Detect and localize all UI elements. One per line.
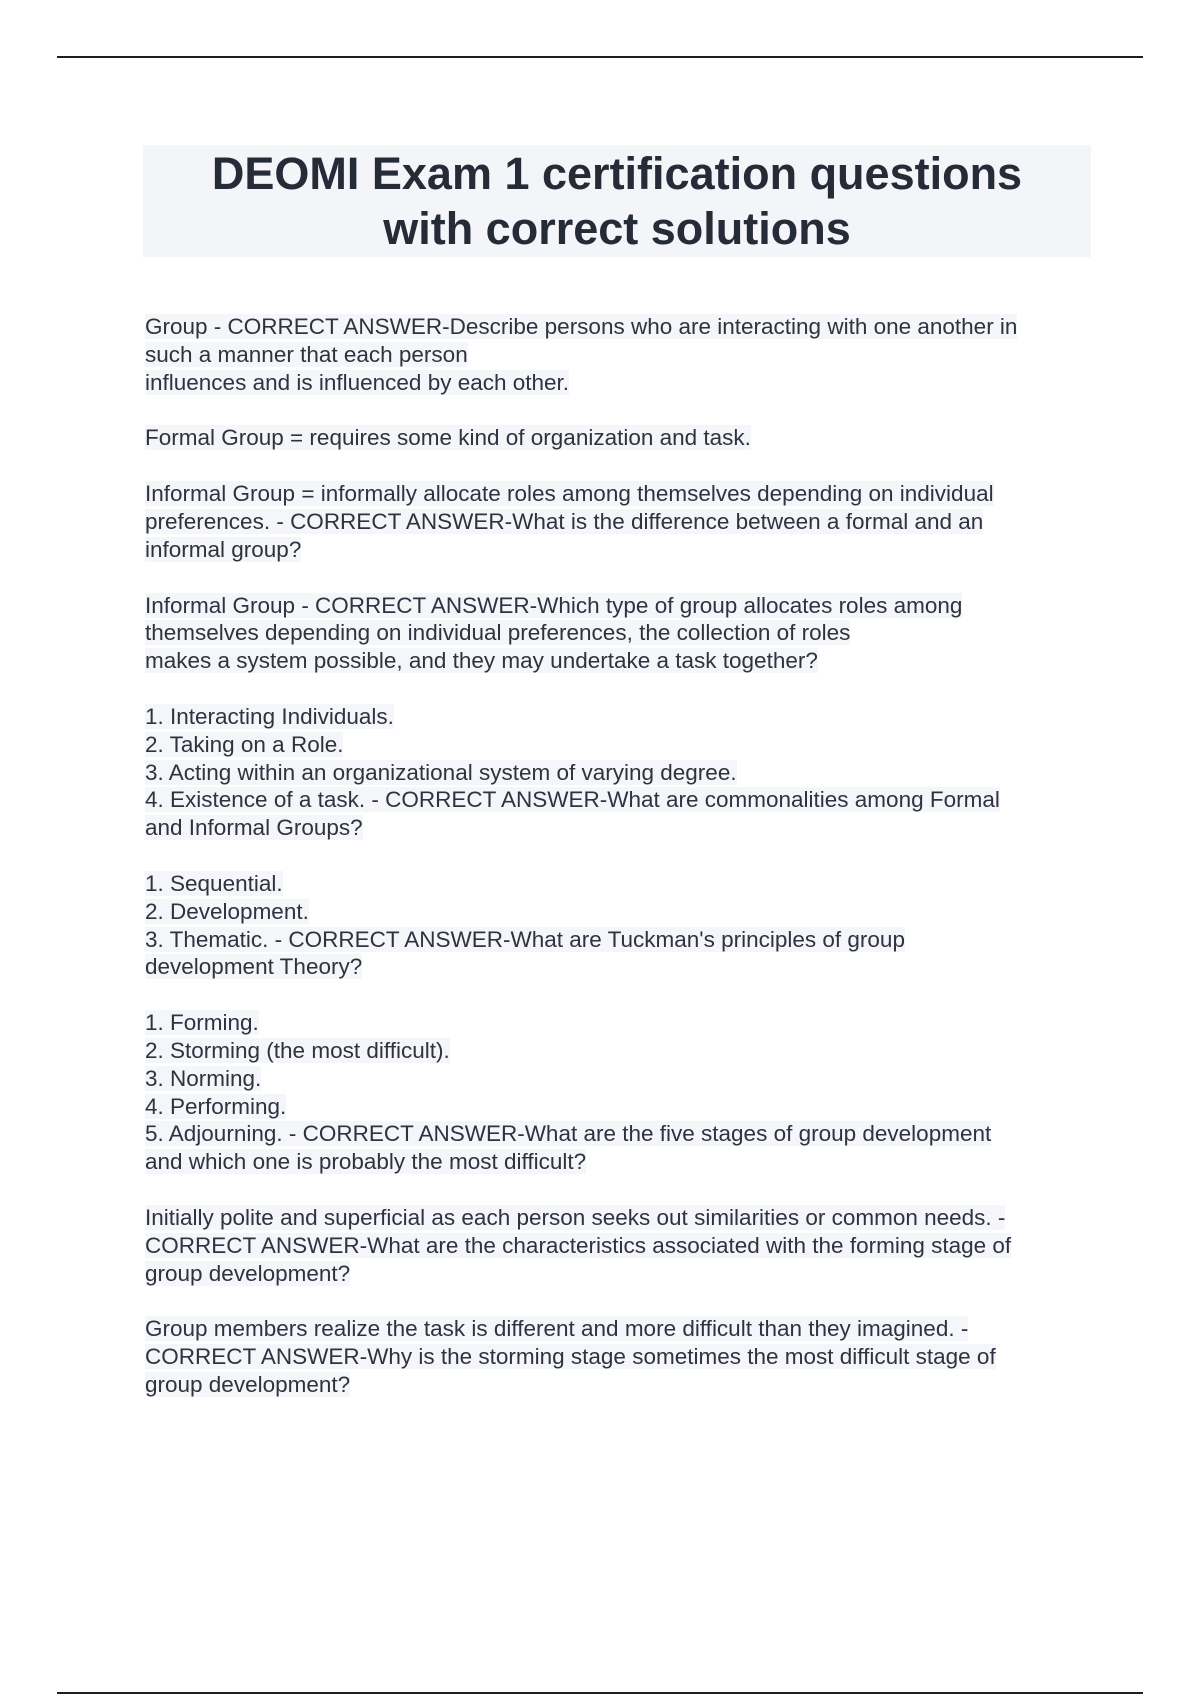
text-line: development Theory? xyxy=(145,954,363,980)
text-line: themselves depending on individual preferences, the collection of roles xyxy=(145,620,851,646)
title-line-1: DEOMI Exam 1 certification questions xyxy=(211,148,1023,199)
text-line: Group - CORRECT ANSWER-Describe persons who are interacting with one another in xyxy=(145,314,1018,339)
list-item: 4. Performing. xyxy=(145,1093,287,1119)
list-item: 1. Forming. xyxy=(145,1010,259,1036)
text-line: preferences. - CORRECT ANSWER-What is the difference between a formal and an xyxy=(145,508,984,534)
text-line: informal group? xyxy=(145,536,302,562)
qa-block-forming-stage xyxy=(145,1204,1090,1287)
top-divider xyxy=(57,56,1143,58)
text-line: and Informal Groups? xyxy=(145,815,363,841)
page-title xyxy=(212,146,1022,256)
qa-block-formal-vs-informal xyxy=(145,480,1090,563)
qa-block-commonalities xyxy=(145,703,1090,842)
text-line: group development? xyxy=(145,1260,351,1286)
list-item: 3. Norming. xyxy=(145,1065,262,1091)
qa-block-tuckman-principles xyxy=(145,870,1090,981)
list-item: 2. Storming (the most difficult). xyxy=(145,1037,450,1063)
text-line: Informal Group - CORRECT ANSWER-Which type of group allocates roles among xyxy=(145,592,963,618)
document-body xyxy=(145,313,1090,1427)
list-item: 2. Taking on a Role. xyxy=(145,731,344,757)
title-line-2: with correct solutions xyxy=(383,203,851,254)
list-item: 1. Sequential. xyxy=(145,870,283,896)
list-item: 2. Development. xyxy=(145,898,309,924)
text-line: CORRECT ANSWER-Why is the storming stage sometimes the most difficult stage of xyxy=(145,1344,996,1370)
text-line: Informal Group = informally allocate roles among themselves depending on individual xyxy=(145,481,994,507)
text-line: group development? xyxy=(145,1371,351,1397)
qa-block-formal-group xyxy=(145,424,1090,452)
text-line: Formal Group = requires some kind of organization and task. xyxy=(145,425,751,451)
qa-block-informal-group xyxy=(145,592,1090,675)
qa-block-storming-stage xyxy=(145,1315,1090,1398)
text-line: and which one is probably the most difficult? xyxy=(145,1149,587,1175)
list-item: 4. Existence of a task. - CORRECT ANSWER-What are commonalities among Formal xyxy=(145,787,1000,813)
list-item: 5. Adjourning. - CORRECT ANSWER-What are the five stages of group development xyxy=(145,1121,992,1147)
list-item: 3. Acting within an organizational system of varying degree. xyxy=(145,759,737,785)
list-item: 3. Thematic. - CORRECT ANSWER-What are Tuckman's principles of group xyxy=(145,926,905,952)
list-item: 1. Interacting Individuals. xyxy=(145,703,394,729)
text-line: influences and is influenced by each other. xyxy=(145,369,570,395)
text-line: such a manner that each person xyxy=(145,341,468,367)
text-line: CORRECT ANSWER-What are the characteristics associated with the forming stage of xyxy=(145,1232,1012,1258)
text-line: Initially polite and superficial as each person seeks out similarities or common needs. - xyxy=(145,1204,1006,1230)
title-box xyxy=(143,145,1091,257)
qa-block-group-definition xyxy=(145,313,1090,396)
text-line: makes a system possible, and they may undertake a task together? xyxy=(145,648,818,674)
qa-block-five-stages xyxy=(145,1009,1090,1176)
text-line: Group members realize the task is different and more difficult than they imagined. - xyxy=(145,1316,969,1342)
bottom-divider xyxy=(57,1692,1143,1694)
